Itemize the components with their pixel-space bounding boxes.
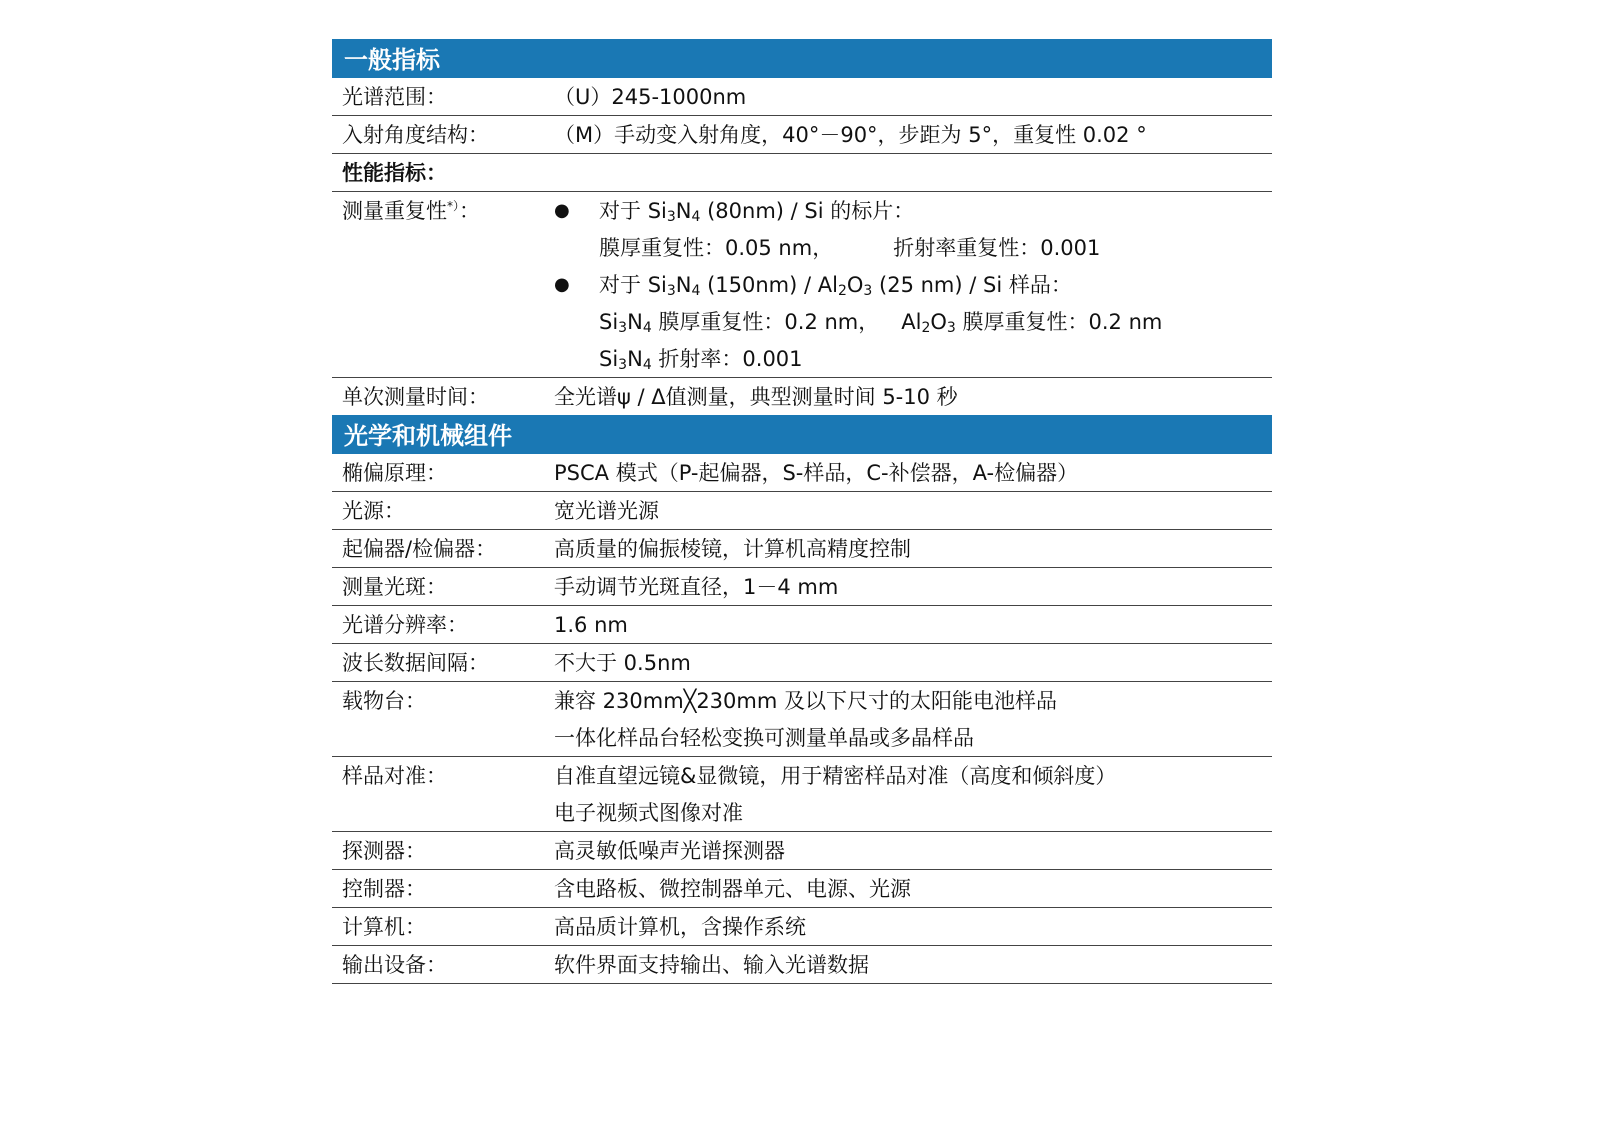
row-value-line: 不大于 0.5nm — [554, 651, 691, 675]
repeatability-item1-detail — [554, 229, 1272, 266]
row-value — [554, 832, 1272, 869]
row-value — [554, 644, 1272, 681]
row-label: 光源： — [342, 499, 405, 523]
bullet-icon: ● — [554, 274, 570, 295]
bullet-text: 对于 $Si_3N_4$ (80nm) / Si 的标片： — [599, 199, 915, 225]
row-value-line: 自准直望远镜&显微镜，用于精密样品对准（高度和倾斜度） — [554, 764, 1117, 788]
row-repeatability — [332, 192, 1272, 378]
row-value-line: 1.6 nm — [554, 613, 628, 637]
row-value — [554, 908, 1272, 945]
label-text: 测量重复性 — [342, 199, 447, 223]
row-performance — [332, 154, 1272, 192]
row-value-line: 含电路板、微控制器单元、电源、光源 — [554, 877, 911, 901]
table-row — [332, 568, 1272, 606]
table-row — [332, 908, 1272, 946]
row-value: 全光谱ψ / Δ值测量，典型测量时间 5-10 秒 — [554, 385, 958, 409]
row-label: 椭偏原理： — [342, 461, 447, 485]
section-header-general: 一般指标 — [332, 39, 1272, 78]
table-row — [332, 870, 1272, 908]
label-colon: ： — [459, 199, 481, 223]
row-label: 单次测量时间： — [342, 385, 489, 409]
row-single-time — [332, 378, 1272, 415]
row-value — [554, 870, 1272, 907]
repeatability-item2-index: $Si_3N_4$ 折射率：0.001 — [599, 347, 803, 373]
row-label: 计算机： — [342, 915, 426, 939]
row-label: 控制器： — [342, 877, 426, 901]
section-header-optical: 光学和机械组件 — [332, 415, 1272, 454]
row-value: （U）245-1000nm — [554, 85, 747, 109]
row-incidence — [332, 116, 1272, 154]
row-value-line: 高质量的偏振棱镜，计算机高精度控制 — [554, 537, 911, 561]
table-row — [332, 946, 1272, 984]
row-value — [554, 530, 1272, 567]
row-value: （M）手动变入射角度，40°－90°，步距为 5°，重复性 0.02 ° — [554, 123, 1147, 147]
index-repeatability: 折射率重复性：0.001 — [893, 236, 1101, 260]
row-label: 输出设备： — [342, 953, 447, 977]
row-value — [554, 606, 1272, 643]
table-row — [332, 606, 1272, 644]
row-value — [554, 682, 1272, 756]
row-value-line: 兼容 230mm╳230mm 及以下尺寸的太阳能电池样品 — [554, 689, 1057, 713]
row-value-line: 高灵敏低噪声光谱探测器 — [554, 839, 785, 863]
bullet-item-2 — [554, 266, 1272, 303]
row-spectral-range — [332, 78, 1272, 116]
table-row — [332, 530, 1272, 568]
table-row — [332, 644, 1272, 682]
row-label: 入射角度结构： — [342, 123, 489, 147]
bullet-text: 对于 $Si_3N_4$ $(150nm) / Al_2O_3$ (25 nm) / Si 样品： — [599, 273, 1072, 299]
row-value — [554, 492, 1272, 529]
row-value — [554, 757, 1272, 831]
thickness-repeatability: 膜厚重复性：0.05 nm， — [599, 236, 834, 260]
row-label: 光谱分辨率： — [342, 613, 468, 637]
table-row — [332, 757, 1272, 832]
row-value — [554, 568, 1272, 605]
row-label: 测量光斑： — [342, 575, 447, 599]
row-value — [554, 946, 1272, 983]
bullet-item-1 — [554, 192, 1272, 229]
row-value-line: 高品质计算机，含操作系统 — [554, 915, 806, 939]
row-value-line: 手动调节光斑直径，1－4 mm — [554, 575, 839, 599]
row-value-line: PSCA 模式（P-起偏器，S-样品，C-补偿器，A-检偏器） — [554, 461, 1079, 485]
row-value — [554, 454, 1272, 491]
optical-rows — [332, 454, 1272, 984]
bullet-icon: ● — [554, 200, 570, 221]
row-value-line: 宽光谱光源 — [554, 499, 659, 523]
label-footnote: *） — [447, 199, 460, 213]
table-row — [332, 492, 1272, 530]
row-label: 样品对准： — [342, 764, 447, 788]
row-value-empty — [554, 154, 1272, 191]
table-row — [332, 682, 1272, 757]
repeatability-item2-detail: $Si_3N_4$ 膜厚重复性：0.2 nm， $Al_2O_3$ 膜厚重复性：0.2 nm — [599, 310, 1163, 336]
row-label: 光谱范围： — [342, 85, 447, 109]
spec-table — [332, 39, 1272, 984]
table-row — [332, 832, 1272, 870]
row-label: 探测器： — [342, 839, 426, 863]
row-value-line: 电子视频式图像对准 — [554, 801, 743, 825]
row-label-repeatability — [332, 192, 554, 229]
row-label: 波长数据间隔： — [342, 651, 489, 675]
repeatability-values — [554, 192, 1272, 377]
row-label-performance: 性能指标： — [342, 161, 447, 185]
row-label: 起偏器/检偏器： — [342, 537, 497, 561]
row-value-line: 软件界面支持输出、输入光谱数据 — [554, 953, 869, 977]
row-label: 载物台： — [342, 689, 426, 713]
row-value-line: 一体化样品台轻松变换可测量单晶或多晶样品 — [554, 726, 974, 750]
table-row — [332, 454, 1272, 492]
